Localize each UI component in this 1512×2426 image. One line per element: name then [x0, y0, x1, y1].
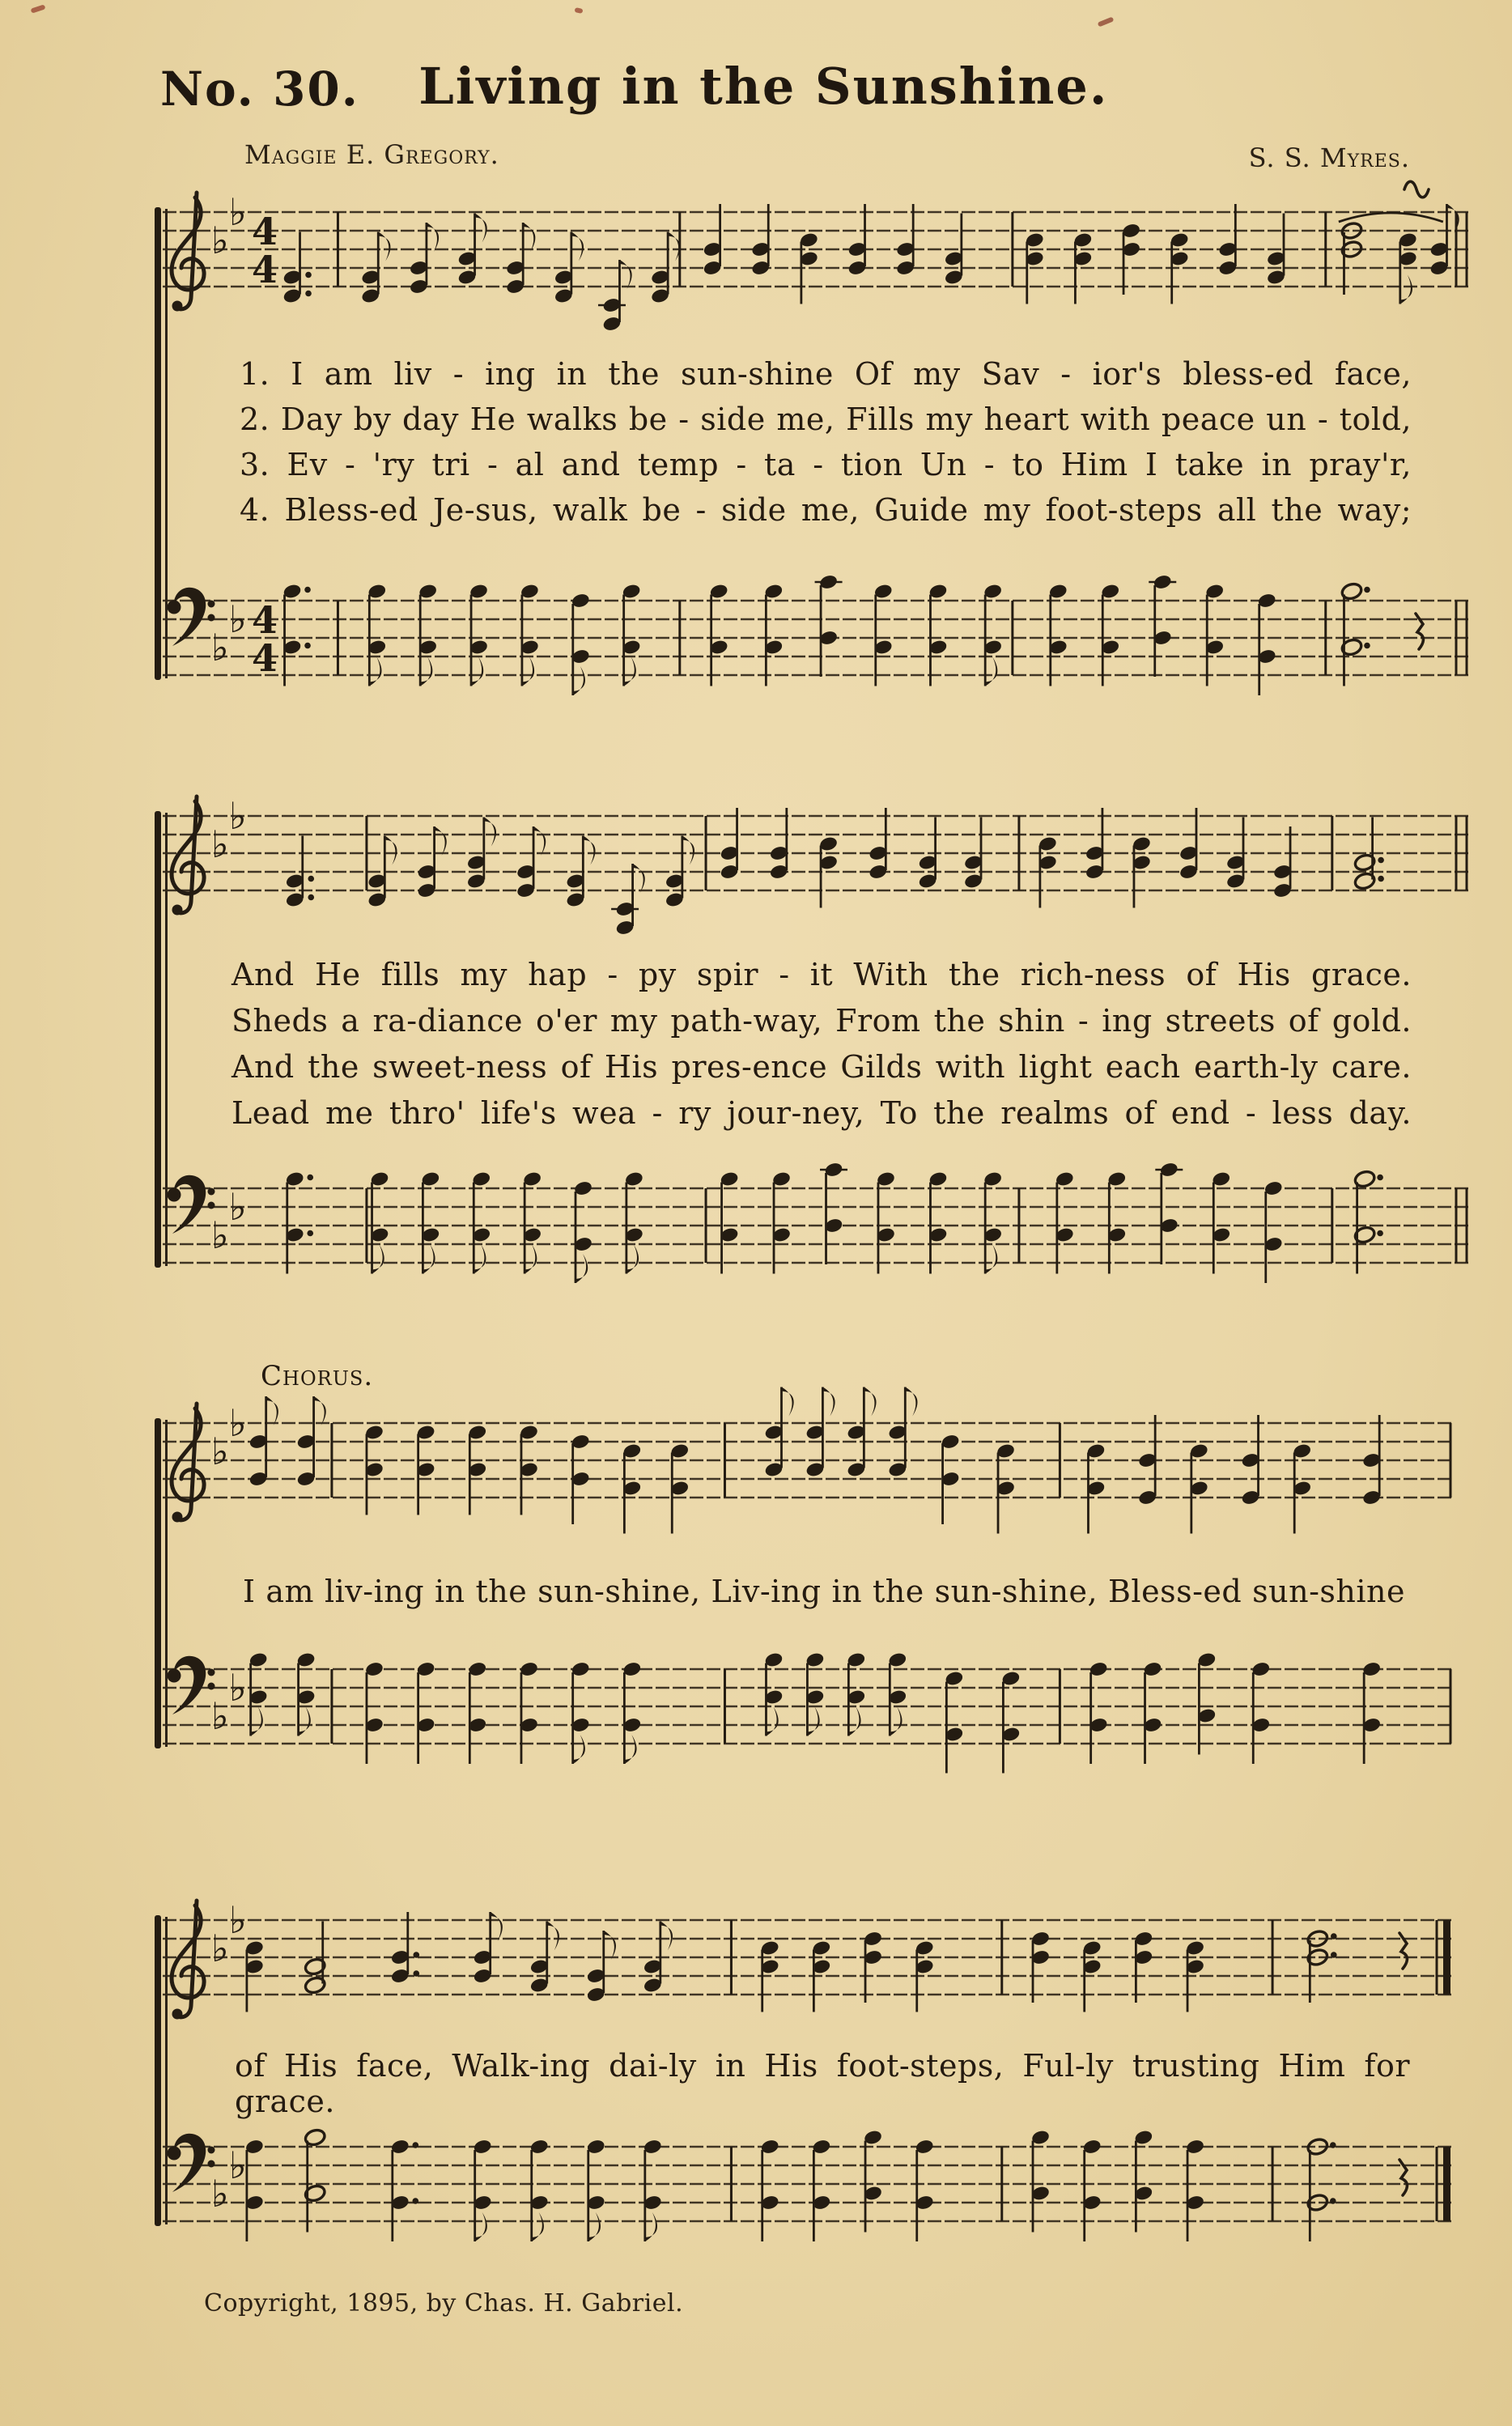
eighth-flag	[266, 1396, 278, 1425]
verse-block-bottom	[231, 952, 1412, 1137]
flat-sign: ♭	[211, 822, 229, 866]
augmentation-dot	[307, 1230, 313, 1237]
flat-sign: ♭	[211, 1430, 229, 1473]
eighth-flag	[985, 657, 997, 686]
augmentation-dot	[1378, 876, 1384, 882]
chorus-label: Chorus.	[261, 1360, 374, 1392]
eighth-flag	[781, 1387, 793, 1417]
augmentation-dot	[1364, 587, 1370, 593]
flat-sign: ♭	[211, 1927, 229, 1970]
eighth-flag	[807, 1707, 819, 1736]
treble-staff-1	[158, 147, 1479, 366]
augmentation-dot	[412, 2142, 418, 2148]
chorus-line-2: of His face, Walk-ing dai-ly in His foot-steps, Ful-ly trusting Him for grace.	[235, 2048, 1410, 2119]
flat-sign: ♭	[229, 597, 247, 641]
time-signature: 4	[251, 636, 278, 680]
eighth-flag	[471, 657, 483, 686]
flat-sign: ♭	[211, 1694, 229, 1738]
eighth-flag	[573, 666, 585, 695]
treble-clef-icon	[172, 1901, 204, 2020]
eighth-flag	[533, 826, 546, 856]
flat-sign: ♭	[229, 1185, 247, 1229]
bass-staff-2	[158, 1124, 1479, 1342]
flat-sign: ♭	[211, 2172, 229, 2216]
eighth-flag	[573, 1735, 585, 1764]
eighth-flag	[624, 1735, 636, 1764]
augmentation-dot	[412, 2198, 418, 2204]
eighth-flag	[766, 1707, 778, 1736]
eighth-flag	[523, 223, 535, 252]
augmentation-dot	[413, 1970, 419, 1977]
eighth-flag	[532, 2212, 544, 2241]
treble-clef-icon	[172, 797, 204, 916]
augmentation-dot	[1378, 857, 1384, 864]
time-signature: 4	[251, 210, 278, 253]
eighth-flag	[372, 1245, 384, 1274]
eighth-flag	[571, 232, 584, 261]
eighth-flag	[604, 1931, 616, 1960]
eighth-flag	[547, 1922, 559, 1951]
augmentation-dot	[1377, 1230, 1383, 1237]
bass-staff-1	[158, 536, 1479, 754]
eighth-flag	[369, 657, 381, 686]
eighth-flag	[575, 1254, 588, 1283]
augmentation-dot	[308, 894, 314, 901]
verse-line-7: And the sweet-ness of His pres-ence Gilds with light each earth-ly care.	[231, 1049, 1412, 1085]
copyright-notice: Copyright, 1895, by Chas. H. Gabriel.	[204, 2289, 684, 2318]
tie-curve	[1339, 213, 1443, 222]
eighth-flag	[427, 223, 439, 252]
page-title: Living in the Sunshine.	[418, 57, 1109, 116]
eighth-flag	[645, 2212, 657, 2241]
augmentation-dot	[1330, 2142, 1336, 2148]
eighth-flag	[251, 1707, 263, 1736]
eighth-flag	[682, 836, 694, 865]
eighth-flag	[484, 818, 496, 847]
augmentation-dot	[304, 643, 311, 649]
final-barline-thick	[1443, 1920, 1450, 1995]
scan-mark	[31, 4, 46, 13]
eighth-flag	[491, 1912, 503, 1941]
eighth-flag	[384, 836, 397, 865]
eighth-flag	[583, 836, 595, 865]
verse-line-3: 3. Ev - 'ry tri - al and temp - ta - tion Un - to Him I take in pray'r,	[240, 447, 1412, 482]
eighth-flag	[822, 1387, 835, 1417]
treble-clef-icon	[172, 1404, 204, 1523]
eighth-flag	[905, 1387, 917, 1417]
eighth-flag	[423, 1245, 435, 1274]
scan-mark	[1098, 16, 1115, 27]
eighth-flag	[299, 1707, 311, 1736]
hymn-number: No. 30.	[160, 62, 359, 117]
eighth-flag	[985, 1245, 997, 1274]
verse-line-2: 2. Day by day He walks be - side me, Fills my heart with peace un - told,	[240, 402, 1412, 437]
eighth-flag	[525, 1245, 537, 1274]
verse-line-6: Sheds a ra-diance o'er my path-way, From the shin - ing streets of gold.	[231, 1003, 1412, 1039]
lyricist-credit: Maggie E. Gregory.	[244, 139, 499, 170]
eighth-flag	[619, 260, 631, 289]
flat-sign: ♭	[229, 1401, 247, 1445]
eighth-flag	[435, 826, 447, 856]
treble-staff-2	[158, 751, 1479, 970]
eighth-flag	[660, 1922, 673, 1951]
verse-line-1: 1. I am liv - ing in the sun-shine Of my Sav - ior's bless-ed face,	[240, 356, 1412, 392]
eighth-flag	[475, 214, 487, 243]
eighth-flag	[588, 2212, 601, 2241]
flat-sign: ♭	[229, 1898, 247, 1942]
chorus-line-1: I am liv-ing in the sun-shine, Liv-ing in the sun-shine, Bless-ed sun-shine	[243, 1574, 1405, 1609]
eighth-flag	[668, 232, 680, 261]
time-signature: 4	[251, 598, 278, 642]
flat-sign: ♭	[229, 2143, 247, 2187]
composer-credit: S. S. Myres.	[1248, 142, 1410, 173]
flat-sign: ♭	[211, 219, 229, 262]
flat-sign: ♭	[229, 190, 247, 234]
eighth-flag	[420, 657, 432, 686]
eighth-flag	[848, 1707, 860, 1736]
eighth-flag	[864, 1387, 876, 1417]
augmentation-dot	[413, 1952, 419, 1958]
augmentation-dot	[305, 272, 312, 278]
augmentation-dot	[1330, 2198, 1336, 2204]
eighth-flag	[890, 1707, 902, 1736]
turn-ornament-icon	[1404, 181, 1429, 198]
chorus-treble-staff-2	[158, 1855, 1463, 2074]
augmentation-dot	[304, 587, 311, 593]
treble-clef-icon	[172, 193, 204, 312]
augmentation-dot	[1377, 1175, 1383, 1181]
eighth-flag	[378, 232, 390, 261]
verse-line-8: Lead me thro' life's wea - ry jour-ney, To the realms of end - less day.	[231, 1095, 1412, 1131]
time-signature: 4	[251, 248, 278, 291]
flat-sign: ♭	[211, 626, 229, 669]
augmentation-dot	[1331, 1933, 1337, 1940]
eighth-flag	[633, 864, 645, 893]
eighth-flag	[626, 1245, 639, 1274]
eighth-flag	[474, 1245, 486, 1274]
flat-sign: ♭	[211, 1213, 229, 1257]
augmentation-dot	[1331, 1952, 1337, 1958]
eighth-flag	[314, 1396, 326, 1425]
eighth-flag	[475, 2212, 487, 2241]
chorus-bass-staff-1	[158, 1604, 1463, 1823]
augmentation-dot	[307, 1175, 313, 1181]
scan-mark	[574, 7, 583, 14]
augmentation-dot	[308, 876, 314, 882]
final-barline-thick	[1443, 2147, 1450, 2221]
augmentation-dot	[305, 291, 312, 297]
flat-sign: ♭	[229, 1666, 247, 1710]
eighth-flag	[522, 657, 534, 686]
verse-line-4: 4. Bless-ed Je-sus, walk be - side me, Guide my foot-steps all the way;	[240, 492, 1412, 528]
verse-line-5: And He fills my hap - py spir - it With the rich-ness of His grace.	[231, 957, 1412, 992]
flat-sign: ♭	[229, 794, 247, 838]
eighth-flag	[1400, 275, 1412, 304]
verse-block-top	[240, 351, 1412, 533]
eighth-flag	[624, 657, 636, 686]
augmentation-dot	[1364, 643, 1370, 649]
